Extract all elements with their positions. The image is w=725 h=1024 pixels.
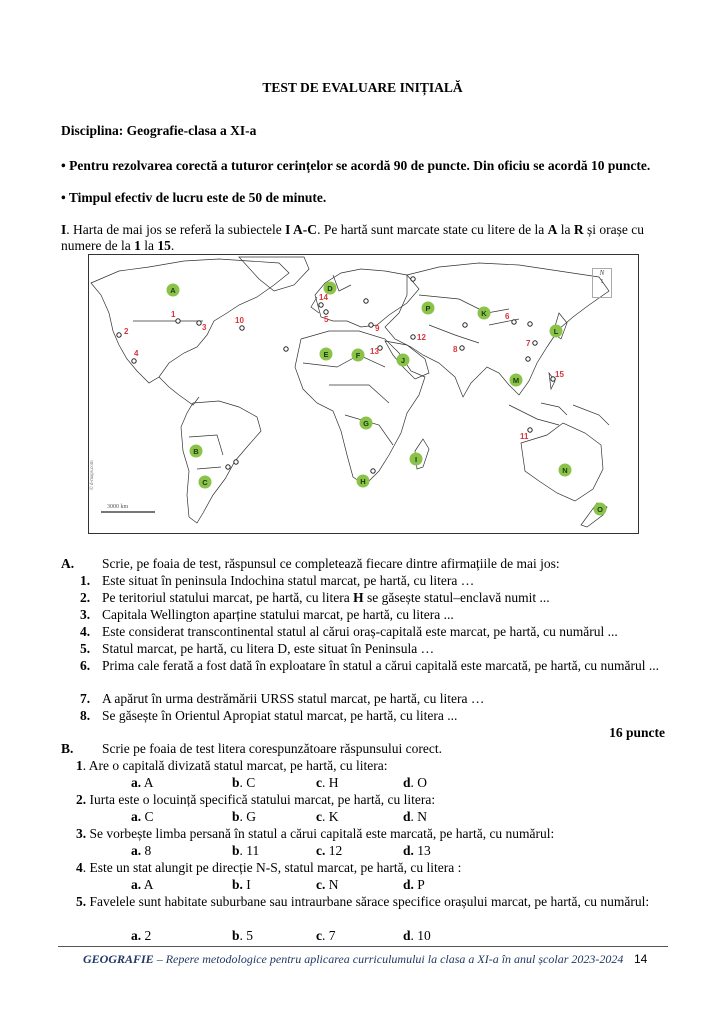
option-b[interactable]: b. 11 [232,843,260,858]
continent-outlines [91,257,609,527]
section-a-points: 16 puncte [609,725,665,740]
city-number-label: 6 [505,312,510,321]
state-letter-label: F [355,350,361,360]
city-point-icon [371,469,375,473]
city-point-icon [463,323,467,327]
state-letter-label: H [360,476,366,486]
city-point-icon [369,323,373,327]
option-c[interactable]: c. N [316,877,339,892]
state-letter-label: I [414,454,418,464]
section-b-letter: B. [61,741,74,756]
city-point-icon [512,320,516,324]
world-map [88,254,639,534]
option-c[interactable]: c. H [316,775,339,790]
city-number-label: 8 [453,345,458,354]
city-number-label: 4 [134,349,139,358]
unlabelled-city-points [226,277,532,473]
page-number: 14 [634,952,648,966]
section-a-item: 1. Este situat în peninsula Indochina statul marcat, pe hartă, cu litera … [80,573,475,588]
option-d[interactable]: d. N [403,809,428,824]
footer-divider [58,946,668,947]
city-number-label: 13 [370,347,379,356]
section-b-question: 1. Are o capitală divizată statul marcat, pe hartă, cu litera: [76,758,388,773]
section-b-question: 3. Se vorbește limba persană în statul a cărui capitală este marcată, pe hartă, cu numărul: [76,826,555,841]
section-a-item: 3. Capitala Wellington aparține statului marcat, pe hartă, cu litera ... [80,607,454,622]
state-letter-label: P [425,303,431,313]
section-a-item: 7. A apărut în urma destrămării URSS statul marcat, pe hartă, cu litera … [80,691,485,706]
section-b-question: 4. Este un stat alungit pe direcție N-S, statul marcat, pe hartă, cu litera : [76,860,462,875]
city-number-label: 12 [417,333,426,342]
city-number-label: 5 [324,315,329,324]
city-point-icon [533,341,537,345]
option-a[interactable]: a. C [131,809,154,824]
discipline-line: Disciplina: Geografie-clasa a XI-a [61,123,257,138]
option-b[interactable]: b. C [232,775,256,790]
section-a-item: 4. Este considerat transcontinental statul al cărui oraș-capitală este marcat, pe hartă, cu numărul ... [80,624,618,639]
option-a[interactable]: a. A [131,775,154,790]
city-number-label: 9 [375,324,380,333]
option-b[interactable]: b. G [232,809,257,824]
city-point-icon [226,465,230,469]
page-title: TEST DE EVALUARE INIȚIALĂ [262,80,463,95]
city-point-icon [117,333,121,337]
state-letter-label: G [363,418,369,428]
option-c[interactable]: c. 7 [316,928,336,943]
page-footer: GEOGRAFIE – Repere metodologice pentru aplicarea curriculumului la clasa a XI-a în anul școlar 2023-2024 [83,952,624,966]
city-number-label: 1 [171,310,176,319]
state-letter-label: N [562,465,568,475]
option-a[interactable]: a. 2 [131,928,152,943]
state-letter-label: O [597,504,603,514]
state-letter-label: K [481,308,487,318]
option-c[interactable]: c. 12 [316,843,343,858]
city-point-icon [284,347,288,351]
map-watermark: © d-maps.com [90,460,95,490]
section-a-item: 6. Prima cale ferată a fost dată în exploatare în statul a cărui capitală este marcată, pe hartă, cu numărul ... [80,658,659,673]
section-b-instruction: Scrie pe foaia de test litera corespunzătoare răspunsului corect. [102,741,442,756]
city-point-icon [526,357,530,361]
city-point-icon [132,359,136,363]
city-point-icon [176,319,180,323]
state-letter-label: M [512,375,520,385]
section-a-item: 8. Se găsește în Orientul Apropiat statul marcat, pe hartă, cu litera ... [80,708,458,723]
option-d[interactable]: d. 10 [403,928,431,943]
city-point-icon [411,335,415,339]
state-markers [167,282,607,516]
city-point-icon [234,460,238,464]
map-scale-label: 3000 km [107,504,129,510]
city-point-icon [364,299,368,303]
section-b-question: 5. Favelele sunt habitate suburbane sau intraurbane sărace specifice orașului marcat, pe hartă, cu numărul: [76,894,650,909]
city-number-label: 10 [235,316,244,325]
city-point-icon [319,303,323,307]
option-b[interactable]: b. 5 [232,928,254,943]
option-b[interactable]: b. I [232,877,251,892]
state-letter-label: C [202,477,208,487]
city-number-label: 14 [319,293,328,302]
city-point-icon [197,321,201,325]
state-letter-label: L [553,326,559,336]
world-map-drawing [89,255,638,533]
city-point-icon [528,322,532,326]
city-number-label: 7 [526,339,531,348]
section-a-instruction: Scrie, pe foaia de test, răspunsul ce completează fiecare dintre afirmațiile de mai jos: [102,556,560,571]
state-letter-label: A [170,285,176,295]
option-a[interactable]: a. 8 [131,843,152,858]
option-d[interactable]: d. 13 [403,843,431,858]
scale-bar [101,511,155,513]
section-a-item: 5. Statul marcat, pe hartă, cu litera D, este situat în Peninsula … [80,641,435,656]
city-number-label: 2 [124,327,129,336]
city-number-label: 3 [202,323,207,332]
city-number-label: 11 [520,432,529,441]
option-d[interactable]: d. P [403,877,425,892]
city-point-icon [411,277,415,281]
city-point-icon [324,310,328,314]
city-markers [117,293,565,441]
rule-time: • Timpul efectiv de lucru este de 50 de minute. [61,190,327,205]
city-point-icon [460,346,464,350]
state-letter-label: E [323,349,329,359]
section-a-letter: A. [61,556,75,571]
state-letter-label: D [327,283,333,293]
rule-points: • Pentru rezolvarea corectă a tuturor cerințelor se acordă 90 de puncte. Din oficiu se acordă 10 puncte. [61,158,651,173]
map-intro: I. Harta de mai jos se referă la subiectele I A-C. Pe hartă sunt marcate state cu litere de la A la R și orașe cu numere de la 1 la 15. [61,222,644,253]
section-a-item: 2. Pe teritoriul statului marcat, pe hartă, cu litera H se găsește statul–enclavă numit ... [80,590,550,605]
option-a[interactable]: a. A [131,877,154,892]
north-arrow-icon: N ↕ [592,268,612,298]
state-letter-label: B [193,446,199,456]
city-number-label: 15 [555,370,564,379]
state-letter-label: J [400,355,406,365]
section-b-question: 2. Iurta este o locuință specifică statului marcat, pe hartă, cu litera: [76,792,436,807]
option-c[interactable]: c. K [316,809,339,824]
option-d[interactable]: d. O [403,775,428,790]
city-point-icon [240,326,244,330]
